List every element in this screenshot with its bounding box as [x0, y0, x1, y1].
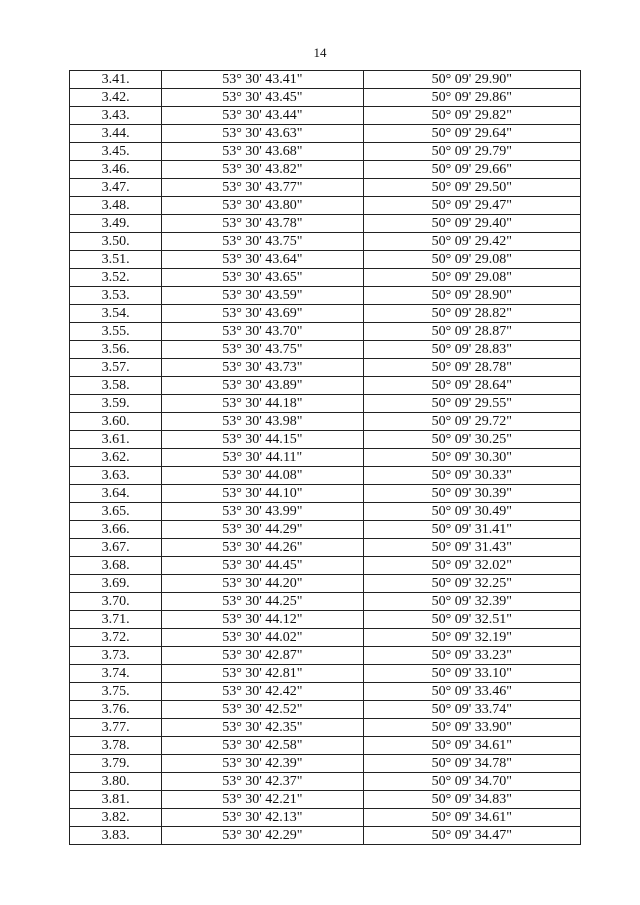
longitude-cell: 50° 09' 28.82": [363, 305, 580, 323]
longitude-cell: 50° 09' 29.72": [363, 413, 580, 431]
latitude-cell: 53° 30' 42.37": [162, 773, 363, 791]
point-number-cell: 3.55.: [70, 323, 162, 341]
table-row: [70, 161, 581, 179]
point-number-cell: 3.41.: [70, 71, 162, 89]
latitude-cell: 53° 30' 44.26": [162, 539, 363, 557]
longitude-cell: 50° 09' 32.19": [363, 629, 580, 647]
latitude-cell: 53° 30' 43.78": [162, 215, 363, 233]
longitude-cell: 50° 09' 34.78": [363, 755, 580, 773]
point-number-cell: 3.48.: [70, 197, 162, 215]
point-number-cell: 3.72.: [70, 629, 162, 647]
point-number-cell: 3.71.: [70, 611, 162, 629]
table-row: [70, 611, 581, 629]
point-number-cell: 3.75.: [70, 683, 162, 701]
latitude-cell: 53° 30' 44.20": [162, 575, 363, 593]
coordinates-table: [69, 70, 581, 845]
point-number-cell: 3.62.: [70, 449, 162, 467]
longitude-cell: 50° 09' 31.43": [363, 539, 580, 557]
point-number-cell: 3.82.: [70, 809, 162, 827]
latitude-cell: 53° 30' 43.65": [162, 269, 363, 287]
table-row: [70, 359, 581, 377]
point-number-cell: 3.69.: [70, 575, 162, 593]
longitude-cell: 50° 09' 29.82": [363, 107, 580, 125]
longitude-cell: 50° 09' 33.46": [363, 683, 580, 701]
longitude-cell: 50° 09' 32.25": [363, 575, 580, 593]
longitude-cell: 50° 09' 33.23": [363, 647, 580, 665]
latitude-cell: 53° 30' 44.02": [162, 629, 363, 647]
longitude-cell: 50° 09' 34.61": [363, 737, 580, 755]
longitude-cell: 50° 09' 29.86": [363, 89, 580, 107]
table-row: [70, 107, 581, 125]
latitude-cell: 53° 30' 44.15": [162, 431, 363, 449]
longitude-cell: 50° 09' 29.40": [363, 215, 580, 233]
latitude-cell: 53° 30' 44.08": [162, 467, 363, 485]
longitude-cell: 50° 09' 30.30": [363, 449, 580, 467]
latitude-cell: 53° 30' 43.69": [162, 305, 363, 323]
point-number-cell: 3.44.: [70, 125, 162, 143]
longitude-cell: 50° 09' 33.90": [363, 719, 580, 737]
latitude-cell: 53° 30' 43.77": [162, 179, 363, 197]
point-number-cell: 3.77.: [70, 719, 162, 737]
longitude-cell: 50° 09' 30.49": [363, 503, 580, 521]
latitude-cell: 53° 30' 42.35": [162, 719, 363, 737]
table-row: [70, 701, 581, 719]
table-row: [70, 665, 581, 683]
longitude-cell: 50° 09' 34.83": [363, 791, 580, 809]
page-number: 14: [313, 45, 327, 60]
latitude-cell: 53° 30' 44.25": [162, 593, 363, 611]
latitude-cell: 53° 30' 43.80": [162, 197, 363, 215]
table-row: [70, 557, 581, 575]
table-row: [70, 737, 581, 755]
table-row: [70, 305, 581, 323]
table-row: [70, 179, 581, 197]
latitude-cell: 53° 30' 43.63": [162, 125, 363, 143]
latitude-cell: 53° 30' 43.41": [162, 71, 363, 89]
longitude-cell: 50° 09' 34.61": [363, 809, 580, 827]
point-number-cell: 3.76.: [70, 701, 162, 719]
longitude-cell: 50° 09' 28.87": [363, 323, 580, 341]
latitude-cell: 53° 30' 43.68": [162, 143, 363, 161]
point-number-cell: 3.81.: [70, 791, 162, 809]
point-number-cell: 3.53.: [70, 287, 162, 305]
point-number-cell: 3.54.: [70, 305, 162, 323]
table-row: [70, 143, 581, 161]
table-row: [70, 251, 581, 269]
latitude-cell: 53° 30' 43.64": [162, 251, 363, 269]
longitude-cell: 50° 09' 30.33": [363, 467, 580, 485]
latitude-cell: 53° 30' 42.13": [162, 809, 363, 827]
point-number-cell: 3.57.: [70, 359, 162, 377]
longitude-cell: 50° 09' 33.10": [363, 665, 580, 683]
longitude-cell: 50° 09' 34.70": [363, 773, 580, 791]
latitude-cell: 53° 30' 43.44": [162, 107, 363, 125]
latitude-cell: 53° 30' 44.45": [162, 557, 363, 575]
table-row: [70, 629, 581, 647]
table-row: [70, 755, 581, 773]
point-number-cell: 3.59.: [70, 395, 162, 413]
point-number-cell: 3.64.: [70, 485, 162, 503]
longitude-cell: 50° 09' 28.90": [363, 287, 580, 305]
point-number-cell: 3.70.: [70, 593, 162, 611]
table-row: [70, 197, 581, 215]
table-row: [70, 413, 581, 431]
table-row: [70, 647, 581, 665]
table-row: [70, 773, 581, 791]
latitude-cell: 53° 30' 43.45": [162, 89, 363, 107]
point-number-cell: 3.49.: [70, 215, 162, 233]
latitude-cell: 53° 30' 44.29": [162, 521, 363, 539]
longitude-cell: 50° 09' 32.39": [363, 593, 580, 611]
point-number-cell: 3.66.: [70, 521, 162, 539]
latitude-cell: 53° 30' 42.81": [162, 665, 363, 683]
longitude-cell: 50° 09' 30.39": [363, 485, 580, 503]
longitude-cell: 50° 09' 33.74": [363, 701, 580, 719]
latitude-cell: 53° 30' 44.18": [162, 395, 363, 413]
point-number-cell: 3.67.: [70, 539, 162, 557]
table-row: [70, 125, 581, 143]
longitude-cell: 50° 09' 29.08": [363, 269, 580, 287]
latitude-cell: 53° 30' 42.42": [162, 683, 363, 701]
longitude-cell: 50° 09' 28.78": [363, 359, 580, 377]
point-number-cell: 3.42.: [70, 89, 162, 107]
point-number-cell: 3.60.: [70, 413, 162, 431]
point-number-cell: 3.83.: [70, 827, 162, 845]
point-number-cell: 3.45.: [70, 143, 162, 161]
latitude-cell: 53° 30' 43.73": [162, 359, 363, 377]
table-row: [70, 467, 581, 485]
table-row: [70, 791, 581, 809]
latitude-cell: 53° 30' 42.87": [162, 647, 363, 665]
latitude-cell: 53° 30' 43.75": [162, 233, 363, 251]
latitude-cell: 53° 30' 44.12": [162, 611, 363, 629]
point-number-cell: 3.52.: [70, 269, 162, 287]
longitude-cell: 50° 09' 29.90": [363, 71, 580, 89]
longitude-cell: 50° 09' 32.51": [363, 611, 580, 629]
longitude-cell: 50° 09' 29.66": [363, 161, 580, 179]
table-row: [70, 503, 581, 521]
longitude-cell: 50° 09' 32.02": [363, 557, 580, 575]
point-number-cell: 3.51.: [70, 251, 162, 269]
table-row: [70, 215, 581, 233]
table-row: [70, 89, 581, 107]
point-number-cell: 3.65.: [70, 503, 162, 521]
table-row: [70, 449, 581, 467]
longitude-cell: 50° 09' 31.41": [363, 521, 580, 539]
latitude-cell: 53° 30' 43.82": [162, 161, 363, 179]
table-row: [70, 575, 581, 593]
table-row: [70, 233, 581, 251]
latitude-cell: 53° 30' 42.52": [162, 701, 363, 719]
point-number-cell: 3.68.: [70, 557, 162, 575]
point-number-cell: 3.78.: [70, 737, 162, 755]
latitude-cell: 53° 30' 42.58": [162, 737, 363, 755]
point-number-cell: 3.79.: [70, 755, 162, 773]
latitude-cell: 53° 30' 42.39": [162, 755, 363, 773]
point-number-cell: 3.46.: [70, 161, 162, 179]
latitude-cell: 53° 30' 44.10": [162, 485, 363, 503]
longitude-cell: 50° 09' 29.42": [363, 233, 580, 251]
latitude-cell: 53° 30' 43.89": [162, 377, 363, 395]
point-number-cell: 3.50.: [70, 233, 162, 251]
table-row: [70, 809, 581, 827]
latitude-cell: 53° 30' 43.98": [162, 413, 363, 431]
table-row: [70, 341, 581, 359]
table-row: [70, 269, 581, 287]
point-number-cell: 3.73.: [70, 647, 162, 665]
table-row: [70, 323, 581, 341]
longitude-cell: 50° 09' 34.47": [363, 827, 580, 845]
longitude-cell: 50° 09' 29.08": [363, 251, 580, 269]
table-row: [70, 683, 581, 701]
point-number-cell: 3.43.: [70, 107, 162, 125]
table-row: [70, 827, 581, 845]
longitude-cell: 50° 09' 29.64": [363, 125, 580, 143]
latitude-cell: 53° 30' 42.21": [162, 791, 363, 809]
latitude-cell: 53° 30' 43.59": [162, 287, 363, 305]
longitude-cell: 50° 09' 29.47": [363, 197, 580, 215]
point-number-cell: 3.47.: [70, 179, 162, 197]
table-row: [70, 431, 581, 449]
table-row: [70, 521, 581, 539]
point-number-cell: 3.56.: [70, 341, 162, 359]
point-number-cell: 3.74.: [70, 665, 162, 683]
latitude-cell: 53° 30' 43.99": [162, 503, 363, 521]
latitude-cell: 53° 30' 43.70": [162, 323, 363, 341]
longitude-cell: 50° 09' 29.79": [363, 143, 580, 161]
longitude-cell: 50° 09' 29.50": [363, 179, 580, 197]
coordinates-table-body: [70, 71, 581, 845]
table-row: [70, 377, 581, 395]
table-row: [70, 539, 581, 557]
table-row: [70, 593, 581, 611]
point-number-cell: 3.58.: [70, 377, 162, 395]
point-number-cell: 3.61.: [70, 431, 162, 449]
point-number-cell: 3.63.: [70, 467, 162, 485]
point-number-cell: 3.80.: [70, 773, 162, 791]
table-row: [70, 71, 581, 89]
table-row: [70, 719, 581, 737]
latitude-cell: 53° 30' 43.75": [162, 341, 363, 359]
latitude-cell: 53° 30' 44.11": [162, 449, 363, 467]
table-row: [70, 287, 581, 305]
table-row: [70, 485, 581, 503]
longitude-cell: 50° 09' 30.25": [363, 431, 580, 449]
longitude-cell: 50° 09' 29.55": [363, 395, 580, 413]
longitude-cell: 50° 09' 28.83": [363, 341, 580, 359]
longitude-cell: 50° 09' 28.64": [363, 377, 580, 395]
table-row: [70, 395, 581, 413]
latitude-cell: 53° 30' 42.29": [162, 827, 363, 845]
